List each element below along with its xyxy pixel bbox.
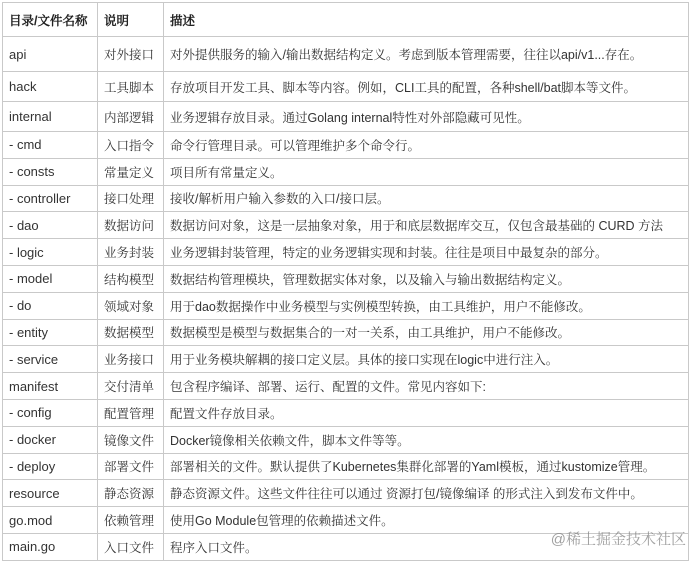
row-label-cell: 数据模型 (98, 320, 164, 347)
row-name-cell: manifest (3, 373, 98, 400)
row-name-cell: - controller (3, 186, 98, 213)
row-description-cell: 用于业务模块解耦的接口定义层。具体的接口实现在logic中进行注入。 (164, 346, 689, 373)
row-description-cell: 包含程序编译、部署、运行、配置的文件。常见内容如下: (164, 373, 689, 400)
header-name-cell: 目录/文件名称 (3, 3, 98, 37)
row-description-cell: 接收/解析用户输入参数的入口/接口层。 (164, 186, 689, 213)
row-name-cell: go.mod (3, 507, 98, 534)
row-description-cell: 数据结构管理模块，管理数据实体对象，以及输入与输出数据结构定义。 (164, 266, 689, 293)
row-description-cell: 业务逻辑封装管理，特定的业务逻辑实现和封装。往往是项目中最复杂的部分。 (164, 239, 689, 266)
row-label-cell: 镜像文件 (98, 427, 164, 454)
row-label-cell: 业务接口 (98, 346, 164, 373)
row-name-cell: - docker (3, 427, 98, 454)
row-description-cell: 数据访问对象，这是一层抽象对象，用于和底层数据库交互，仅包含最基础的 CURD 方法 (164, 212, 689, 239)
row-label-cell: 内部逻辑 (98, 102, 164, 132)
row-description-cell: 使用Go Module包管理的依赖描述文件。 (164, 507, 689, 534)
row-name-cell: internal (3, 102, 98, 132)
watermark: @稀土掘金技术社区 (550, 531, 686, 548)
row-label-cell: 对外接口 (98, 37, 164, 72)
row-label-cell: 入口文件 (98, 534, 164, 561)
row-description-cell: 业务逻辑存放目录。通过Golang internal特性对外部隐藏可见性。 (164, 102, 689, 132)
row-description-cell: 项目所有常量定义。 (164, 159, 689, 186)
row-name-cell: - entity (3, 320, 98, 347)
row-label-cell: 部署文件 (98, 454, 164, 481)
row-name-cell: - model (3, 266, 98, 293)
row-name-cell: - dao (3, 212, 98, 239)
row-name-cell: api (3, 37, 98, 72)
row-description-cell: 程序入口文件。 (164, 534, 689, 561)
row-label-cell: 静态资源 (98, 480, 164, 507)
row-name-cell: resource (3, 480, 98, 507)
row-name-cell: - consts (3, 159, 98, 186)
row-label-cell: 数据访问 (98, 212, 164, 239)
row-description-cell: 静态资源文件。这些文件往往可以通过 资源打包/镜像编译 的形式注入到发布文件中。 (164, 480, 689, 507)
row-description-cell: 存放项目开发工具、脚本等内容。例如，CLI工具的配置，各种shell/bat脚本等文件。 (164, 72, 689, 102)
row-label-cell: 业务封装 (98, 239, 164, 266)
row-label-cell: 配置管理 (98, 400, 164, 427)
row-label-cell: 工具脚本 (98, 72, 164, 102)
row-name-cell: - config (3, 400, 98, 427)
row-name-cell: - cmd (3, 132, 98, 159)
row-description-cell: Docker镜像相关依赖文件，脚本文件等等。 (164, 427, 689, 454)
row-description-cell: 用于dao数据操作中业务模型与实例模型转换，由工具维护，用户不能修改。 (164, 293, 689, 320)
row-description-cell: 配置文件存放目录。 (164, 400, 689, 427)
row-description-cell: 对外提供服务的输入/输出数据结构定义。考虑到版本管理需要，往往以api/v1...存在。 (164, 37, 689, 72)
row-label-cell: 结构模型 (98, 266, 164, 293)
row-name-cell: - do (3, 293, 98, 320)
row-label-cell: 常量定义 (98, 159, 164, 186)
row-name-cell: - deploy (3, 454, 98, 481)
header-description-cell: 描述 (164, 3, 689, 37)
row-description-cell: 命令行管理目录。可以管理维护多个命令行。 (164, 132, 689, 159)
row-label-cell: 依赖管理 (98, 507, 164, 534)
row-label-cell: 领域对象 (98, 293, 164, 320)
row-label-cell: 交付清单 (98, 373, 164, 400)
directory-table (2, 2, 689, 561)
row-name-cell: main.go (3, 534, 98, 561)
header-label-cell: 说明 (98, 3, 164, 37)
row-label-cell: 接口处理 (98, 186, 164, 213)
row-label-cell: 入口指令 (98, 132, 164, 159)
row-name-cell: - logic (3, 239, 98, 266)
row-name-cell: hack (3, 72, 98, 102)
row-name-cell: - service (3, 346, 98, 373)
row-description-cell: 数据模型是模型与数据集合的一对一关系，由工具维护，用户不能修改。 (164, 320, 689, 347)
row-description-cell: 部署相关的文件。默认提供了Kubernetes集群化部署的Yaml模板，通过kustomize管理。 (164, 454, 689, 481)
